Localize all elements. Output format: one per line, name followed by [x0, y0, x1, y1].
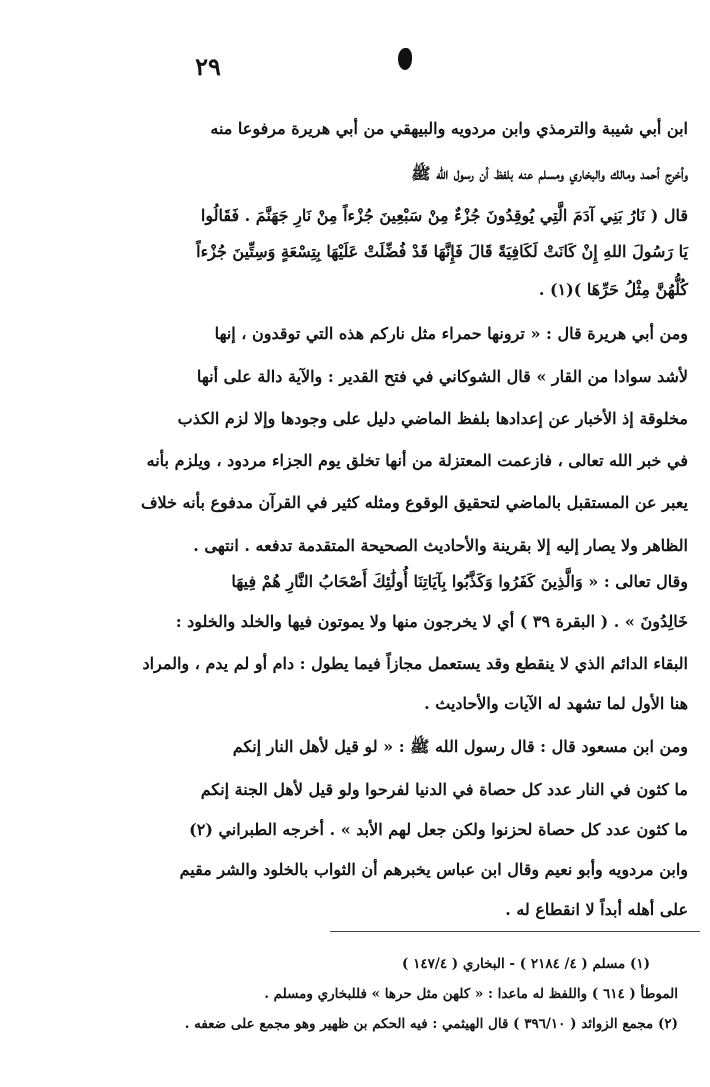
- text-line: هنا الأول لما تشهد له الآيات والأحاديث .: [424, 694, 688, 713]
- text-line: ما كثون عدد كل حصاة لحزنوا ولكن جعل لهم الأبد » . أخرجه الطبراني (٢): [189, 820, 688, 839]
- text-line: ابن أبي شيبة والترمذي وابن مردويه والبيهقي من أبي هريرة مرفوعا منه: [210, 119, 688, 138]
- page-number: ٢٩: [195, 52, 221, 81]
- footnote-line: (١) مسلم ( ٤/ ٢١٨٤ ) - البخاري ( ١٤٧/٤ ): [402, 956, 650, 972]
- text-line: وابن مردويه وأبو نعيم وقال ابن عباس يخبرهم أن الثواب بالخلود والشر مقيم: [179, 860, 688, 879]
- footnote-separator: [330, 931, 700, 932]
- text-line: وأخرج أحمد ومالك والبخاري ومسلم عنه بلفظ أن رسول الله ﷺ: [411, 164, 688, 183]
- text-line: وقال تعالى : « وَالَّذِينَ كَفَرُوا وَكَذَّبُوا بِآيَاتِنَا أُولَٰئِكَ أَصْحَابُ النَّارِ هُمْ فِيهَا: [231, 572, 688, 591]
- text-line: قال ( نَارُ بَنِي آدَمَ الَّتِي يُوقِدُونَ جُزْءٌ مِنْ سَبْعِينَ جُزْءاً مِنْ نَارِ جَهَنَّمَ . فَقَالُوا: [200, 206, 688, 225]
- text-line: ومن ابن مسعود قال : قال رسول الله ﷺ : « لو قيل لأهل النار إنكم: [232, 737, 688, 756]
- text-line: البقاء الدائم الذي لا ينقطع وقد يستعمل مجازاً فيما يطول : دام أو لم يدم ، والمراد: [142, 654, 688, 673]
- footnote-line: الموطأ ( ٦١٤ ) واللفظ له ماعدا : « كلهن مثل حرها » فللبخاري ومسلم .: [264, 986, 678, 1002]
- text-line: خَالِدُونَ » . ( البقرة ٣٩ ) أي لا يخرجون منها ولا يموتون فيها والخلد والخلود :: [175, 612, 688, 631]
- footnote-line: (٢) مجمع الزوائد ( ٣٩٦/١٠ ) قال الهيثمي : فيه الحكم بن ظهير وهو مجمع على ضعفه .: [184, 1016, 678, 1032]
- text-line: ما كثون في النار عدد كل حصاة في الدنيا لفرحوا ولو قيل لأهل الجنة إنكم: [200, 780, 688, 799]
- text-line: يَا رَسُولَ اللهِ إِنْ كَانَتْ لَكَافِيَةً قَالَ فَإِنَّهَا قَدْ فُضِّلَتْ عَلَيْهَا بِتِسْعَةٍ وَسِتِّينَ جُزْءاً: [196, 242, 688, 261]
- text-line: يعبر عن المستقبل بالماضي لتحقيق الوقوع ومثله كثير في القرآن مدفوع بأنه خلاف: [140, 493, 688, 512]
- text-line: الظاهر ولا يصار إليه إلا بقرينة والأحاديث الصحيحة المتقدمة تدفعه . انتهى .: [193, 536, 688, 555]
- text-line: في خبر الله تعالى ، فازعمت المعتزلة من أنها تخلق يوم الجزاء مردود ، ويلزم بأنه: [146, 451, 688, 470]
- text-line: كُلُّهُنَّ مِثْلُ حَرِّهَا )(١) .: [538, 280, 688, 299]
- text-line: ومن أبي هريرة قال : « ترونها حمراء مثل ناركم هذه التي توقدون ، إنها: [214, 324, 688, 343]
- text-line: مخلوقة إذ الأخبار عن إعدادها بلفظ الماضي دليل على وجودها وإلا لزم الكذب: [177, 409, 688, 428]
- text-line: لأشد سوادا من القار » قال الشوكاني في فتح القدير : والآية دالة على أنها: [196, 367, 688, 386]
- text-line: على أهله أبداً لا انقطاع له .: [505, 900, 688, 919]
- ink-mark: [398, 48, 412, 70]
